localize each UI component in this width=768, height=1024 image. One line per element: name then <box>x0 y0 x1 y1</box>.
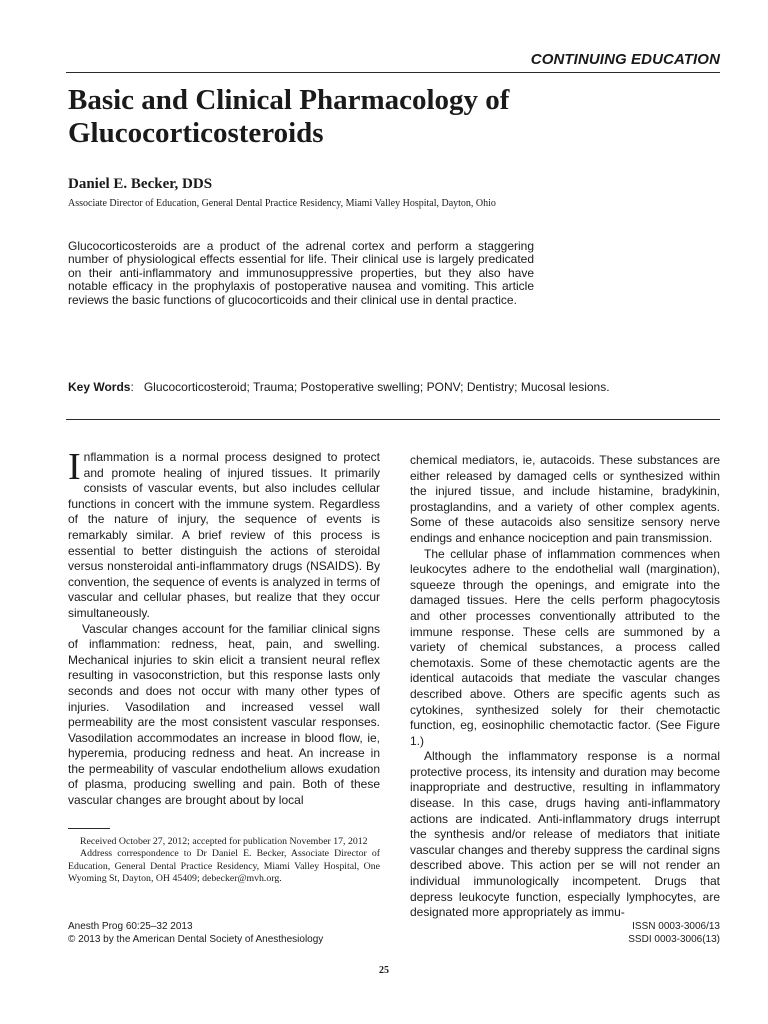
page-number: 25 <box>379 965 389 976</box>
section-label: CONTINUING EDUCATION <box>530 51 720 68</box>
keywords-colon: : <box>130 380 144 394</box>
article-title: Basic and Clinical Pharmacology of Glucocorticosteroids <box>68 84 510 149</box>
keywords-list: Glucocorticosteroid; Trauma; Postoperative swelling; PONV; Dentistry; Mucosal lesions. <box>143 380 610 394</box>
journal-identifiers <box>628 920 720 946</box>
body-paragraph: Vascular changes account for the familiar clinical signs of inflammation: redness, heat, pain, and swelling. Mechanical injuries to skin elicit a transient neural reflex resulting in vasoconstriction, but this response lasts only seconds and does not occur with many other types of injuries. Vasodilation and increased vessel wall permeability are the most consistent vascular responses. Vasodilation accommodates an increase in blood flow, ie, hyperemia, producing redness and heat. An increase in the permeability of vascular endothelium allows exudation of plasma, producing swelling and pain. Both of these vascular changes are brought about by local <box>68 621 380 808</box>
abstract: Glucocorticosteroids are a product of the adrenal cortex and perform a staggering number of physiological effects essential for life. Their clinical use is largely predicated on their anti-inflammatory and immunosuppressive properties, but they also have notable efficacy in the prophylaxis of postoperative nausea and vomiting. This article reviews the basic functions of glucocorticoids and their clinical use in dental practice. <box>68 239 534 307</box>
received-note: Received October 27, 2012; accepted for publication November 17, 2012 <box>80 836 368 847</box>
body-paragraph <box>68 446 380 622</box>
citation-line: Anesth Prog 60:25–32 2013 <box>68 921 193 932</box>
paragraph-text: nflammation is a normal process designed to protect and promote healing of injured tissues. It primarily consists of vascular events, but also includes cellular functions in concert with the immune system. Regardless of the nature of injury, the sequence of events is remarkably similar. A brief review of this process is essential to better distinguish the actions of steroidal versus nonsteroidal anti-inflammatory drugs (NSAIDS). By convention, the sequence of events is analyzed in terms of vascular and cellular phases, but realize that they occur simultaneously. <box>68 450 380 620</box>
footnote-rule <box>68 828 110 829</box>
issn-line: ISSN 0003-3006/13 <box>632 921 720 932</box>
body-column-right <box>410 453 720 921</box>
body-paragraph: Although the inflammatory response is a normal protective process, its intensity and duration may become inappropriate and destructive, resulting in inflammatory disease. In this case, drugs having anti-inflammatory actions are indicated. Anti-inflammatory drugs interrupt the synthesis and/or release of mediators that initiate vascular changes and thereby suppress the cardinal signs described above. This action per se will not render an individual immunologically incompetent. Drugs that depress leukocyte function, especially lymphocytes, are designated more appropriately as immu- <box>410 749 720 920</box>
body-paragraph: The cellular phase of inflammation commences when leukocytes adhere to the endothelial wall (margination), squeeze through the openings, and emigrate into the damaged tissues. Here the cells perform phagocytosis and other processes conventionally attributed to the immune response. These cells are summoned by a variety of chemical substances, a process called chemotaxis. Some of these chemotactic agents are the identical autacoids that mediate the vascular changes described above. Others are specific agents such as cytokines, synthesized solely for their chemotactic function, eg, eosinophilic chemotactic factor. (See Figure 1.) <box>410 546 720 748</box>
copyright-line: © 2013 by the American Dental Society of Anesthesiology <box>68 934 324 945</box>
keywords-line <box>68 380 718 394</box>
ssdi-line: SSDI 0003-3006(13) <box>628 934 720 945</box>
drop-cap: I <box>68 446 81 488</box>
keywords-label: Key Words <box>68 380 131 394</box>
journal-citation <box>68 920 323 946</box>
correspondence-note: Address correspondence to Dr Daniel E. Becker, Associate Director of Education, General Dental Practice Residency, Miami Valley Hospital, One Wyoming St, Dayton, OH 45409; debecker@mvh.org. <box>68 848 380 885</box>
author-name: Daniel E. Becker, DDS <box>68 176 213 192</box>
keywords-rule <box>66 419 720 420</box>
body-paragraph: chemical mediators, ie, autacoids. These substances are either released by damaged cells or synthesized within the injured tissue, and include histamine, bradykinin, prostaglandins, and a variety of other complex agents. Some of these autacoids also sensitize sensory nerve endings and enhance nociception and pain transmission. <box>410 453 720 545</box>
header-rule <box>66 72 720 73</box>
footnotes <box>68 836 380 886</box>
body-column-left <box>68 446 380 809</box>
author-affiliation: Associate Director of Education, General Dental Practice Residency, Miami Valley Hospital, Dayton, Ohio <box>68 198 496 209</box>
